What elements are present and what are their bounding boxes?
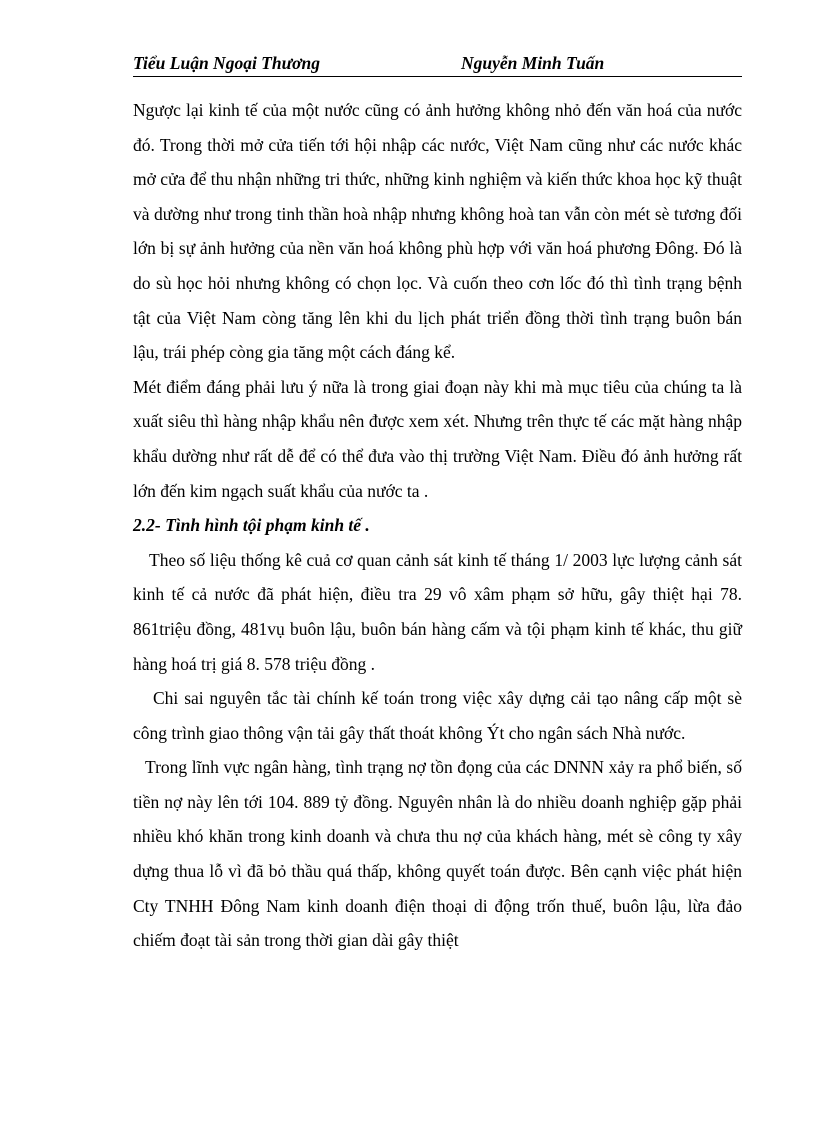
paragraph-crime-statistics: Theo số liệu thống kê cuả cơ quan cảnh sát kinh tế tháng 1/ 2003 lực lượng cảnh sát kinh tế cả nước đã phát hiện, điều tra 29 vô xâm phạm sở hữu, gây thiệt hại 78. 861triệu đồng, 481vụ buôn lậu, buôn bán hàng cấm và tội phạm kinh tế khác, thu giữ hàng hoá trị giá 8. 578 triệu đồng . xyxy=(133,549,742,674)
section-heading: 2.2- Tình hình tội phạm kinh tế . xyxy=(133,515,370,536)
paragraph-banking-debt: Trong lĩnh vực ngân hàng, tình trạng nợ tồn đọng của các DNNN xảy ra phổ biến, số tiền nợ này lên tới 104. 889 tỷ đồng. Nguyên nhân là do nhiều doanh nghiệp gặp phải nhiều khó khăn trong kinh doanh và chưa thu nợ của khách hàng, mét sè công ty xây dựng thua lỗ vì đã bỏ thầu quá thấp, không quyết toán được. Bên cạnh việc phát hiện Cty TNHH Đông Nam kinh doanh điện thoại di động trốn thuế, buôn lậu, lừa đảo chiếm đoạt tài sản trong thời gian dài gây thiệt xyxy=(133,757,742,951)
paragraph-financial-violations: Chi sai nguyên tắc tài chính kế toán trong việc xây dựng cải tạo nâng cấp một sè công trình giao thông vận tải gây thất thoát không Ýt cho ngân sách Nhà nước. xyxy=(133,688,742,743)
page-header xyxy=(133,52,742,77)
paragraph-import-note: Mét điểm đáng phải lưu ý nữa là trong giai đoạn này khi mà mục tiêu của chúng ta là xuất siêu thì hàng nhập khẩu nên được xem xét. Nhưng trên thực tế các mặt hàng nhập khẩu dường như rất dễ để có thể đưa vào thị trường Việt Nam. Điều đó ảnh hưởng rất lớn đến kim ngạch suất khẩu của nước ta . xyxy=(133,376,742,501)
paragraph-culture-economy: Ngược lại kinh tế của một nước cũng có ảnh hưởng không nhỏ đến văn hoá của nước đó. Trong thời mở cửa tiến tới hội nhập các nước, Việt Nam cũng như các nước khác mở cửa để thu nhận những tri thức, những kinh nghiệm và kiến thức khoa học kỹ thuật và dường như trong tinh thần hoà nhập nhưng không hoà tan vẫn còn mét sè tương đối lớn bị sự ảnh hưởng của nền văn hoá không phù hợp với văn hoá phương Đông. Đó là do sù học hỏi nhưng không có chọn lọc. Và cuốn theo cơn lốc đó thì tình trạng bệnh tật của Việt Nam còng tăng lên khi du lịch phát triển đồng thời tình trạng buôn bán lậu, trái phép còng gia tăng một cách đáng kể. xyxy=(133,100,742,363)
header-document-title: Tiểu Luận Ngoại Thương xyxy=(133,53,320,73)
document-body xyxy=(133,93,742,958)
header-author-name: Nguyễn Minh Tuấn xyxy=(461,53,605,73)
